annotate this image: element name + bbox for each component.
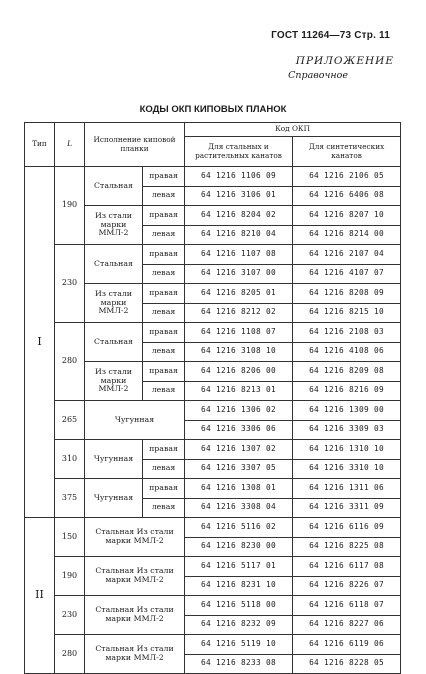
synthetic-code-cell: 64 1216 1309 00 [293, 401, 401, 421]
steel-code-cell: 64 1216 8231 10 [185, 576, 293, 596]
steel-code-cell: 64 1216 5119 10 [185, 635, 293, 655]
version-cell: Стальная Из стали марки ММЛ-2 [85, 557, 185, 596]
steel-code-cell: 64 1216 5118 00 [185, 596, 293, 616]
table-row [25, 557, 401, 577]
type-cell: I [25, 167, 55, 518]
steel-code-cell: 64 1216 1108 07 [185, 323, 293, 343]
table-title: КОДЫ ОКП КИПОВЫХ ПЛАНОК [139, 104, 287, 115]
table-row [25, 323, 401, 343]
side-cell: левая [143, 381, 185, 401]
table-row [25, 596, 401, 616]
header-version: Исполнение киповой планки [85, 123, 185, 167]
length-cell: 230 [55, 596, 85, 635]
synthetic-code-cell: 64 1216 1310 10 [293, 440, 401, 460]
synthetic-code-cell: 64 1216 8216 09 [293, 381, 401, 401]
synthetic-code-cell: 64 1216 6406 08 [293, 186, 401, 206]
table-row [25, 245, 401, 265]
appendix-title: ПРИЛОЖЕНИЕ [295, 55, 394, 67]
synthetic-code-cell: 64 1216 2107 04 [293, 245, 401, 265]
synthetic-code-cell: 64 1216 8207 10 [293, 206, 401, 226]
synthetic-code-cell: 64 1216 8208 09 [293, 284, 401, 304]
version-cell: Из стали марки ММЛ-2 [85, 362, 143, 401]
length-cell: 280 [55, 635, 85, 674]
synthetic-code-cell: 64 1216 4108 06 [293, 342, 401, 362]
steel-code-cell: 64 1216 5116 02 [185, 518, 293, 538]
synthetic-code-cell: 64 1216 1311 06 [293, 479, 401, 499]
version-cell: Стальная Из стали марки ММЛ-2 [85, 635, 185, 674]
synthetic-code-cell: 64 1216 8228 05 [293, 654, 401, 674]
side-cell: левая [143, 186, 185, 206]
steel-code-cell: 64 1216 8212 02 [185, 303, 293, 323]
okp-codes-table [24, 122, 401, 674]
steel-code-cell: 64 1216 3107 00 [185, 264, 293, 284]
appendix-note: Справочное [288, 70, 348, 81]
length-cell: 265 [55, 401, 85, 440]
version-cell: Чугунная [85, 440, 143, 479]
length-cell: 280 [55, 323, 85, 401]
side-cell: левая [143, 303, 185, 323]
side-cell: правая [143, 479, 185, 499]
type-cell: II [25, 518, 55, 674]
synthetic-code-cell: 64 1216 3310 10 [293, 459, 401, 479]
side-cell: левая [143, 264, 185, 284]
version-cell: Стальная [85, 167, 143, 206]
steel-code-cell: 64 1216 8213 01 [185, 381, 293, 401]
steel-code-cell: 64 1216 8205 01 [185, 284, 293, 304]
synthetic-code-cell: 64 1216 3311 09 [293, 498, 401, 518]
steel-code-cell: 64 1216 3108 10 [185, 342, 293, 362]
steel-code-cell: 64 1216 3308 04 [185, 498, 293, 518]
side-cell: правая [143, 362, 185, 382]
table-row [25, 518, 401, 538]
synthetic-code-cell: 64 1216 8215 10 [293, 303, 401, 323]
table-row [25, 635, 401, 655]
table-row [25, 401, 401, 421]
table-row [25, 440, 401, 460]
synthetic-code-cell: 64 1216 8227 06 [293, 615, 401, 635]
steel-code-cell: 64 1216 1106 09 [185, 167, 293, 187]
version-cell: Чугунная [85, 401, 185, 440]
length-cell: 230 [55, 245, 85, 323]
synthetic-code-cell: 64 1216 8214 00 [293, 225, 401, 245]
length-cell: 375 [55, 479, 85, 518]
version-cell: Стальная Из стали марки ММЛ-2 [85, 596, 185, 635]
version-cell: Из стали марки ММЛ-2 [85, 284, 143, 323]
header-synthetic-ropes: Для синтетических канатов [293, 137, 401, 167]
side-cell: левая [143, 498, 185, 518]
synthetic-code-cell: 64 1216 6116 09 [293, 518, 401, 538]
synthetic-code-cell: 64 1216 8225 08 [293, 537, 401, 557]
steel-code-cell: 64 1216 8204 02 [185, 206, 293, 226]
synthetic-code-cell: 64 1216 6117 08 [293, 557, 401, 577]
page-header: ГОСТ 11264—73 Стр. 11 [271, 30, 390, 41]
steel-code-cell: 64 1216 3306 06 [185, 420, 293, 440]
steel-code-cell: 64 1216 8232 09 [185, 615, 293, 635]
steel-code-cell: 64 1216 3106 01 [185, 186, 293, 206]
version-cell: Стальная [85, 245, 143, 284]
table-row [25, 167, 401, 187]
steel-code-cell: 64 1216 8233 08 [185, 654, 293, 674]
side-cell: правая [143, 167, 185, 187]
side-cell: правая [143, 284, 185, 304]
side-cell: правая [143, 245, 185, 265]
synthetic-code-cell: 64 1216 2106 05 [293, 167, 401, 187]
version-cell: Из стали марки ММЛ-2 [85, 206, 143, 245]
side-cell: левая [143, 225, 185, 245]
synthetic-code-cell: 64 1216 2108 03 [293, 323, 401, 343]
side-cell: правая [143, 206, 185, 226]
version-cell: Чугунная [85, 479, 143, 518]
steel-code-cell: 64 1216 1307 02 [185, 440, 293, 460]
synthetic-code-cell: 64 1216 6119 06 [293, 635, 401, 655]
steel-code-cell: 64 1216 5117 01 [185, 557, 293, 577]
steel-code-cell: 64 1216 3307 05 [185, 459, 293, 479]
version-cell: Стальная Из стали марки ММЛ-2 [85, 518, 185, 557]
header-steel-ropes: Для стальных и растительных канатов [185, 137, 293, 167]
steel-code-cell: 64 1216 1306 02 [185, 401, 293, 421]
length-cell: 310 [55, 440, 85, 479]
length-cell: 190 [55, 557, 85, 596]
side-cell: правая [143, 323, 185, 343]
synthetic-code-cell: 64 1216 4107 07 [293, 264, 401, 284]
steel-code-cell: 64 1216 1308 01 [185, 479, 293, 499]
synthetic-code-cell: 64 1216 3309 03 [293, 420, 401, 440]
steel-code-cell: 64 1216 8210 04 [185, 225, 293, 245]
steel-code-cell: 64 1216 8230 00 [185, 537, 293, 557]
side-cell: левая [143, 342, 185, 362]
side-cell: левая [143, 459, 185, 479]
synthetic-code-cell: 64 1216 6118 07 [293, 596, 401, 616]
length-cell: 190 [55, 167, 85, 245]
synthetic-code-cell: 64 1216 8226 07 [293, 576, 401, 596]
length-cell: 150 [55, 518, 85, 557]
table-row [25, 479, 401, 499]
side-cell: правая [143, 440, 185, 460]
steel-code-cell: 64 1216 8206 00 [185, 362, 293, 382]
synthetic-code-cell: 64 1216 8209 08 [293, 362, 401, 382]
version-cell: Стальная [85, 323, 143, 362]
header-type: Тип [25, 123, 55, 167]
steel-code-cell: 64 1216 1107 08 [185, 245, 293, 265]
header-okp: Код ОКП [185, 123, 401, 137]
header-length: L [55, 123, 85, 167]
